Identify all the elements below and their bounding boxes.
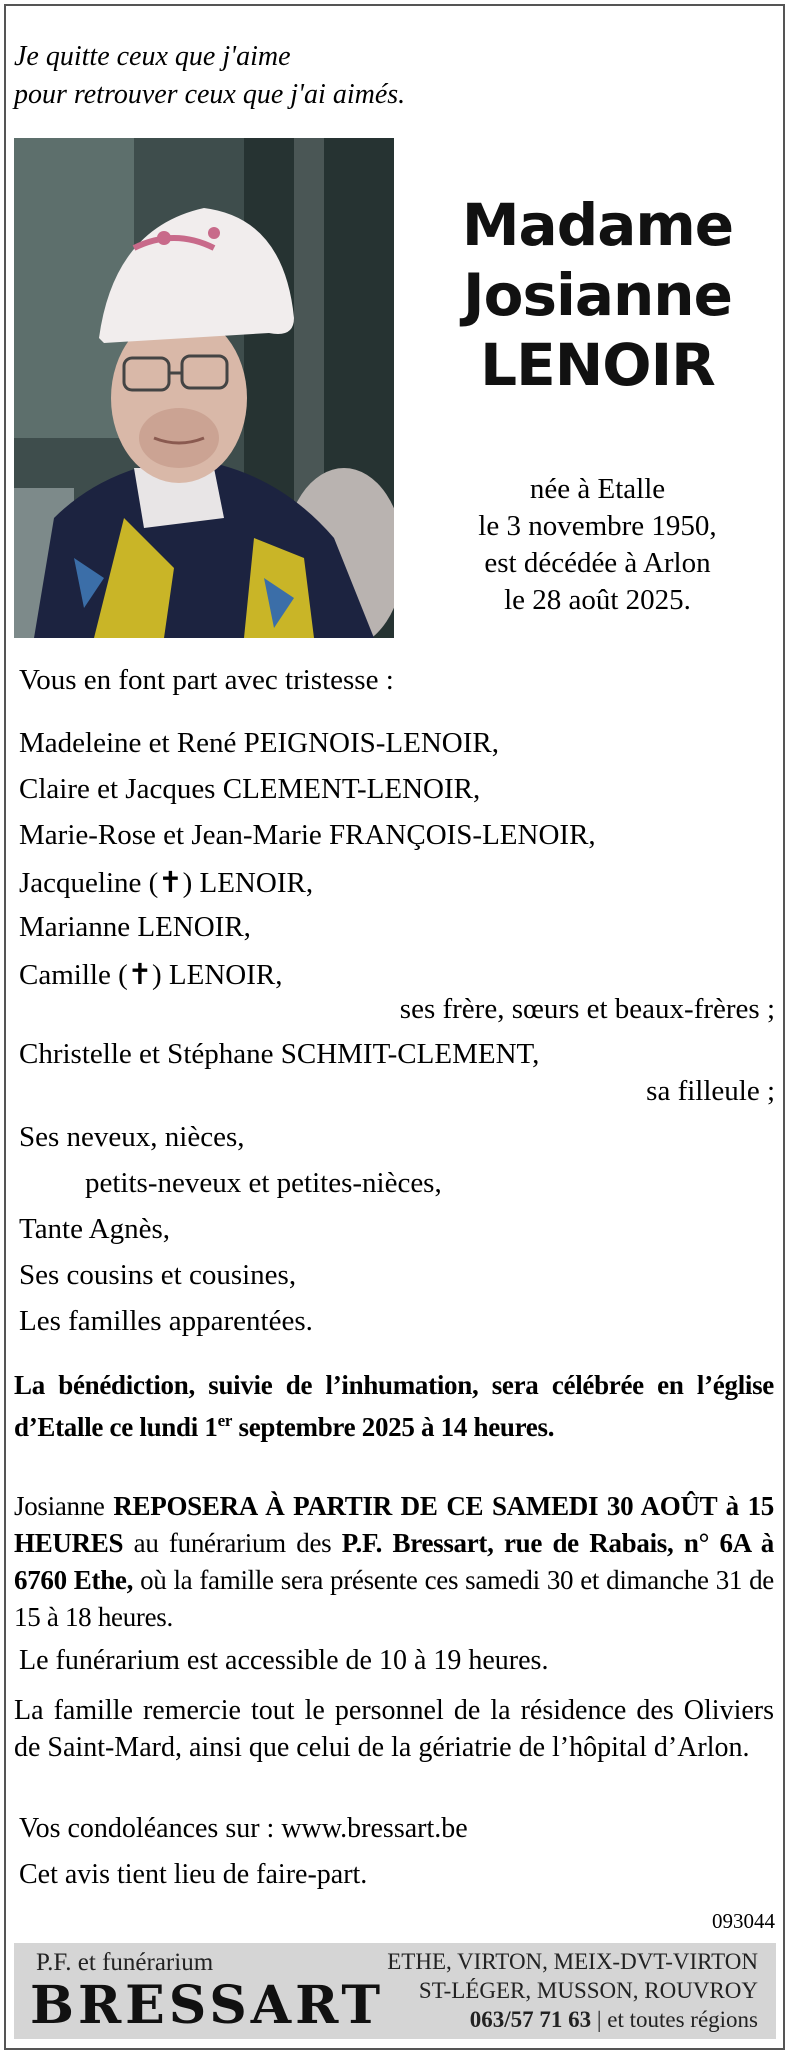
deceased-photo — [14, 138, 394, 638]
epitaph-quote — [14, 38, 574, 114]
notice-line: Cet avis tient lieu de faire-part. — [19, 1859, 368, 1890]
visitation-details — [14, 1488, 774, 1636]
birth-line: le 28 août 2025. — [504, 584, 691, 616]
contact-line — [387, 2005, 758, 2034]
visitation-text: au funérarium des — [123, 1528, 342, 1558]
name-first: Josianne — [463, 261, 732, 329]
family-line: Ses neveux, nièces, — [19, 1121, 245, 1153]
towns-line: ST-LÉGER, MUSSON, ROUVROY — [418, 1978, 758, 2003]
phone-number: 063/57 71 63 — [469, 2007, 592, 2032]
family-line: Marianne LENOIR, — [19, 911, 251, 943]
birth-line: née à Etalle — [529, 473, 666, 505]
ceremony-text: septembre 2025 à 14 heures. — [232, 1412, 555, 1442]
family-line: Camille (✝) LENOIR, — [19, 959, 283, 991]
name-title: Madame — [461, 191, 734, 259]
deceased-name — [420, 190, 775, 400]
condolences-line: Vos condoléances sur : www.bressart.be — [19, 1813, 468, 1844]
visitation-text: où la famille sera présente ces samedi 30 et dimanche 31 de 15 à 18 heures. — [14, 1565, 774, 1632]
announcement-intro: Vous en font part avec tristesse : — [19, 664, 394, 696]
family-relation: sa filleule ; — [646, 1075, 775, 1107]
birth-line: est décédée à Arlon — [484, 547, 711, 579]
family-line: Madeleine et René PEIGNOIS-LENOIR, — [19, 727, 499, 759]
funerarium-hours: Le funérarium est accessible de 10 à 19 heures. — [19, 1645, 549, 1676]
towns-line: ETHE, VIRTON, MEIX-DVT-VIRTON — [387, 1949, 758, 1974]
family-line: Tante Agnès, — [19, 1213, 170, 1245]
funeral-home-address: P.F. Bressart, rue de Rabais, n° 6A à 6760 Ethe, — [14, 1528, 774, 1595]
funeral-home-banner — [14, 1943, 776, 2039]
visitation-text: REPOSERA À PARTIR DE CE SAMEDI 30 AOÛT à 15 HEURES — [14, 1491, 774, 1558]
family-line: Claire et Jacques CLEMENT-LENOIR, — [19, 773, 481, 805]
family-line: Les familles apparentées. — [19, 1305, 313, 1337]
birth-death-info — [420, 471, 775, 619]
family-line: Marie-Rose et Jean-Marie FRANÇOIS-LENOIR, — [19, 819, 596, 851]
thanks-paragraph: La famille remercie tout le personnel de la résidence des Oliviers de Saint-Mard, ainsi que celui de la gériatrie de l’hôpital d’Arlon. — [14, 1695, 774, 1763]
birth-line: le 3 novembre 1950, — [478, 510, 717, 542]
regions-text: | et toutes régions — [591, 2007, 758, 2032]
service-locations — [387, 1947, 758, 2034]
portrait-image — [14, 138, 394, 638]
family-line: Ses cousins et cousines, — [19, 1259, 297, 1291]
quote-line: pour retrouver ceux que j'ai aimés. — [14, 79, 406, 110]
ordinal-suffix: er — [217, 1411, 233, 1430]
family-line: Christelle et Stéphane SCHMIT-CLEMENT, — [19, 1038, 540, 1070]
funeral-home-label: P.F. et funérarium — [36, 1949, 214, 1976]
ceremony-text: La bénédiction, suivie de l’inhumation, sera célébrée en l’église d’Etalle ce lundi 1 — [14, 1370, 774, 1442]
quote-line: Je quitte ceux que j'aime — [14, 41, 291, 72]
visitation-text: Josianne — [14, 1491, 114, 1521]
reference-number: 093044 — [712, 1909, 775, 1933]
family-line: Jacqueline (✝) LENOIR, — [19, 867, 314, 899]
name-last: LENOIR — [480, 331, 715, 399]
ceremony-details — [14, 1368, 774, 1445]
family-relation: ses frère, sœurs et beaux-frères ; — [399, 993, 775, 1025]
bressart-logo: BRESSART — [30, 1975, 385, 2036]
family-line: petits-neveux et petites-nièces, — [85, 1167, 442, 1199]
